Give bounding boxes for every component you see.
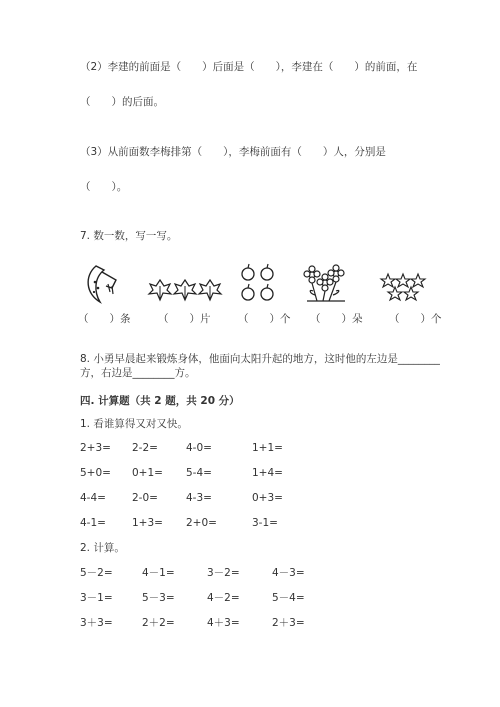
- p1-cell: 0+1=: [132, 467, 163, 479]
- q7-blank-4: （ ）朵: [310, 313, 363, 325]
- p1-cell: 4-0=: [186, 442, 212, 454]
- q7-title: 7. 数一数，写一写。: [80, 230, 178, 242]
- p1-cell: 0+3=: [252, 492, 283, 504]
- p1-cell: 4-4=: [80, 492, 106, 504]
- q8-line-1: 8. 小勇早晨起来锻炼身体，他面向太阳升起的地方，这时他的左边是________: [80, 353, 440, 365]
- p2-cell: 3－1=: [80, 592, 113, 604]
- p1-cell: 4-3=: [186, 492, 212, 504]
- q6-line-4: （ ）。: [80, 181, 128, 193]
- p1-cell: 5+0=: [80, 467, 111, 479]
- p1-cell: 2+3=: [80, 442, 111, 454]
- p1-cell: 2-0=: [132, 492, 158, 504]
- p2-cell: 5－4=: [272, 592, 305, 604]
- fish-icon: [82, 264, 120, 304]
- p2-cell: 2＋3=: [272, 617, 305, 629]
- apple-icon: [240, 263, 276, 303]
- p1-cell: 1+4=: [252, 467, 283, 479]
- p1-cell: 2-2=: [132, 442, 158, 454]
- p2-cell: 4－3=: [272, 567, 305, 579]
- p2-title: 2. 计算。: [80, 542, 125, 554]
- q8-line-2: 方，右边是________方。: [80, 367, 196, 379]
- p2-cell: 5－3=: [142, 592, 175, 604]
- p1-cell: 2+0=: [186, 517, 217, 529]
- p1-cell: 1+1=: [252, 442, 283, 454]
- p1-cell: 5-4=: [186, 467, 212, 479]
- q6-line-1: （2）李建的前面是（ ）后面是（ ），李建在（ ）的前面，在: [80, 61, 418, 73]
- p2-cell: 4＋3=: [207, 617, 240, 629]
- p2-cell: 4－1=: [142, 567, 175, 579]
- p2-cell: 3－2=: [207, 567, 240, 579]
- q7-blank-1: （ ）条: [78, 313, 131, 325]
- q7-blank-2: （ ）片: [158, 313, 211, 325]
- p1-cell: 4-1=: [80, 517, 106, 529]
- flower-icon: [303, 265, 349, 303]
- section-heading: 四. 计算题（共 2 题，共 20 分）: [80, 395, 240, 407]
- p2-cell: 2＋2=: [142, 617, 175, 629]
- q6-line-3: （3）从前面数李梅排第（ ），李梅前面有（ ）人，分别是: [80, 146, 386, 158]
- p2-cell: 5－2=: [80, 567, 113, 579]
- leaf-icon: [148, 278, 222, 302]
- p1-cell: 1+3=: [132, 517, 163, 529]
- q7-blank-5: （ ）个: [389, 313, 442, 325]
- star-icon: [381, 273, 425, 303]
- q6-line-2: （ ）的后面。: [80, 96, 164, 108]
- p2-cell: 4－2=: [207, 592, 240, 604]
- p1-title: 1. 看谁算得又对又快。: [80, 418, 188, 430]
- q7-blank-3: （ ）个: [238, 313, 291, 325]
- p1-cell: 3-1=: [252, 517, 278, 529]
- p2-cell: 3＋3=: [80, 617, 113, 629]
